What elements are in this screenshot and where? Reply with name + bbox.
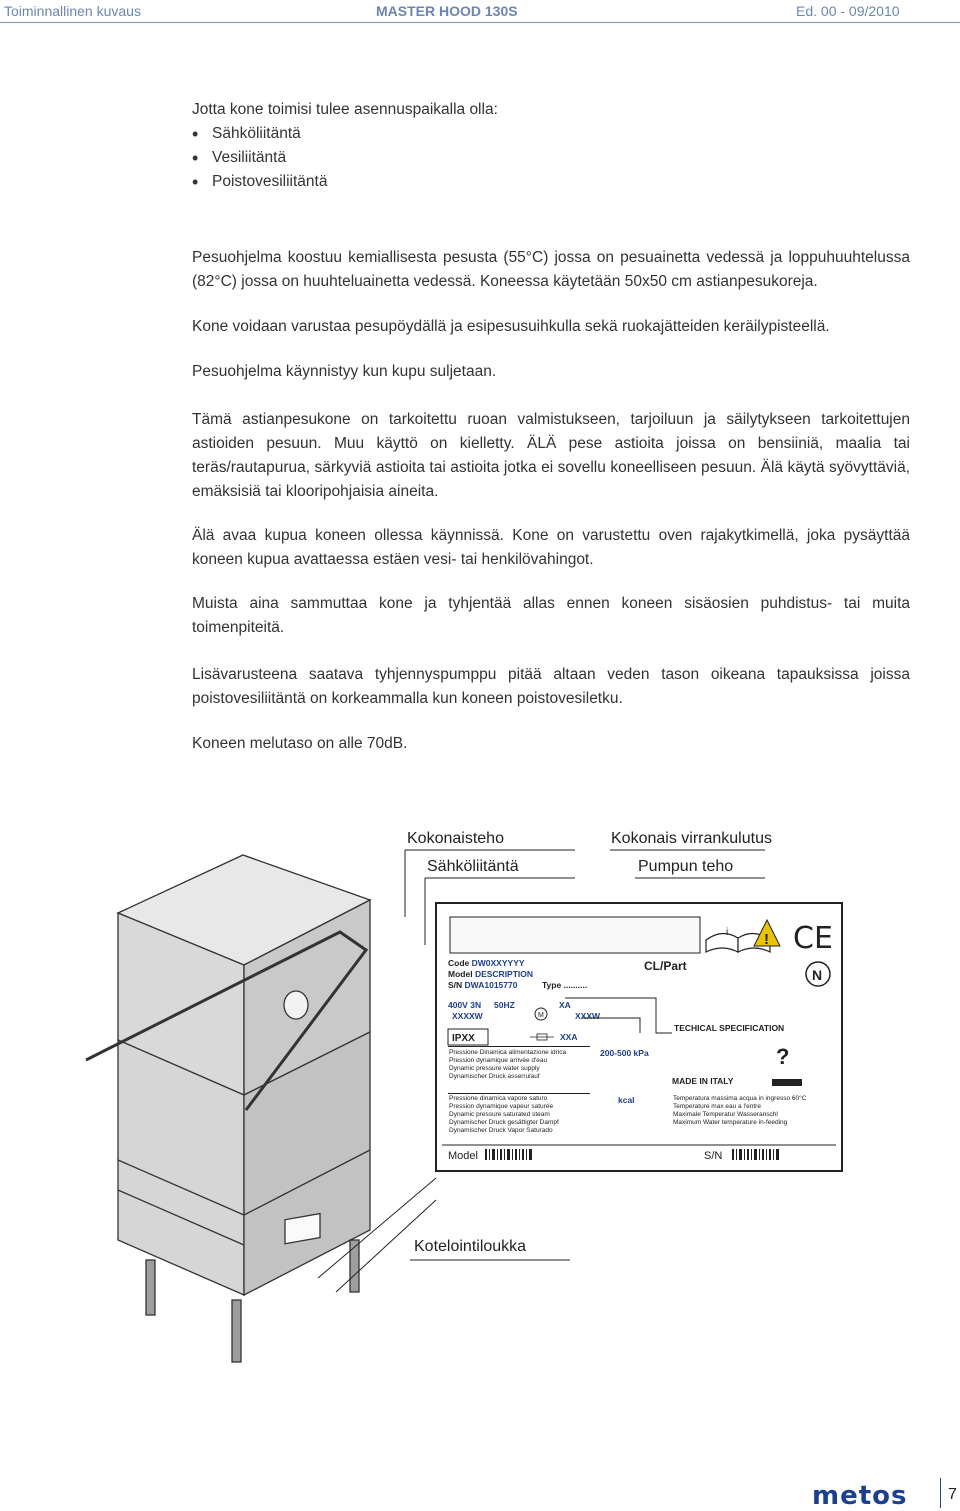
svg-text:IPXX: IPXX — [452, 1033, 475, 1044]
svg-text:Temperatura massima acqua in i: Temperatura massima acqua in ingresso 60°C — [673, 1095, 807, 1102]
svg-text:Maximum Water temperature in-f: Maximum Water temperature in-feeding — [673, 1119, 788, 1126]
svg-text:50HZ: 50HZ — [494, 1000, 515, 1010]
svg-text:XXXXW: XXXXW — [452, 1011, 483, 1021]
paragraph-drain-pump: Lisävarusteena saatava tyhjennyspumppu pitää altaan veden tason oikeana tapauksissa joissa poistovesiliitäntä on korkeammalla kun koneen poistovesiletku. — [192, 665, 910, 707]
svg-text:XXA: XXA — [560, 1032, 578, 1042]
svg-text:i: i — [726, 927, 729, 938]
svg-text:Maximale Temperatur Wasseransc: Maximale Temperatur Wasseranschl — [673, 1111, 778, 1118]
svg-text:400V 3N: 400V 3N — [448, 1000, 482, 1010]
header-edition: Ed. 00 - 09/2010 — [796, 3, 900, 19]
ce-mark-icon: CE — [793, 921, 833, 956]
svg-text:Dynamic pressure water supply: Dynamic pressure water supply — [449, 1065, 540, 1072]
list-item: • Sähköliitäntä — [192, 122, 910, 146]
svg-text:Dynamischer Druck gesättigter: Dynamischer Druck gesättigter Dampf — [449, 1119, 559, 1126]
svg-text:CL/Part: CL/Part — [644, 959, 687, 973]
svg-text:Dynamic pressure saturated ste: Dynamic pressure saturated steam — [449, 1111, 550, 1118]
callout-pump-power: Pumpun teho — [638, 858, 734, 875]
paragraph-accessories: Kone voidaan varustaa pesupöydällä ja esipesusuihkulla sekä ruokajätteiden keräilypisteellä. — [192, 317, 830, 335]
svg-text:Code DW0XXYYYY: Code DW0XXYYYY — [448, 958, 525, 968]
svg-text:Temperature max eau a l'entre: Temperature max eau a l'entre — [673, 1103, 761, 1110]
svg-text:S/N DWA1015770: S/N DWA1015770 — [448, 980, 518, 990]
svg-text:S/N: S/N — [704, 1150, 723, 1162]
metos-logo: metos — [812, 1481, 908, 1511]
paragraph-intended-use: Tämä astianpesukone on tarkoitettu ruoan valmistukseen, tarjoiluun ja säilytykseen tarkoitettujen astioiden pesuun. Muu käyttö on kielletty. ÄLÄ pese astioita joissa on bensiiniä, maalia tai teräs/rautapurua, särkyviä astioita tai astioita jotka ei sovellu koneelliseen pesuun. Älä käytä syövyttäviä, emäksisiä tai klooripohjaisia aineita. — [192, 410, 910, 500]
svg-text:Pression dynamique vapeur satu: Pression dynamique vapeur saturée — [449, 1103, 554, 1110]
rating-plate — [436, 903, 842, 1171]
list-item: • Vesiliitäntä — [192, 146, 910, 170]
footer-divider — [940, 1478, 941, 1508]
paragraph-safety-hood: Älä avaa kupua koneen ollessa käynnissä. Kone on varustettu oven rajakytkimellä, joka pysäyttää koneen kupua avattaessa estäen vesi- tai henkilövahingot. — [192, 526, 910, 568]
paragraph-cleaning: Muista aina sammuttaa kone ja tyhjentää allas ennen koneen sisäosien puhdistus- tai muita toimenpiteitä. — [192, 594, 910, 636]
svg-text:TECHICAL SPECIFICATION: TECHICAL SPECIFICATION — [674, 1023, 785, 1033]
callout-total-current: Kokonais virrankulutus — [611, 830, 772, 847]
svg-text:XA: XA — [559, 1000, 571, 1010]
callout-total-power: Kokonaisteho — [407, 830, 504, 847]
svg-text:200-500 kPa: 200-500 kPa — [600, 1048, 649, 1058]
svg-text:M: M — [538, 1012, 544, 1019]
paragraph-program: Pesuohjelma koostuu kemiallisesta pesusta (55°C) jossa on pesuainetta vedessä ja loppuhuuhtelussa (82°C) jossa on huuhteluainetta vedessä. Koneessa käytetään 50x50 cm astianpesukoreja. — [192, 248, 910, 290]
svg-text:Dynamischer Druck asserrulauf: Dynamischer Druck asserrulauf — [449, 1073, 540, 1080]
header-product-name: MASTER HOOD 130S — [376, 3, 518, 19]
svg-text:MADE IN ITALY: MADE IN ITALY — [672, 1076, 734, 1086]
page-number: 7 — [948, 1486, 957, 1503]
paragraph-start: Pesuohjelma käynnistyy kun kupu suljetaan. — [192, 362, 497, 380]
svg-text:N: N — [812, 967, 823, 983]
svg-text:!: ! — [764, 931, 769, 948]
dishwasher-drawing — [86, 855, 370, 1362]
svg-text:?: ? — [776, 1044, 790, 1069]
callout-protection-class: Kotelointiloukka — [414, 1238, 527, 1255]
svg-text:kcal: kcal — [618, 1095, 635, 1105]
svg-text:Model: Model — [448, 1150, 478, 1162]
header-section-title: Toiminnallinen kuvaus — [4, 3, 141, 19]
svg-text:Pression dynamique arrivée d'e: Pression dynamique arrivée d'eau — [449, 1057, 548, 1064]
svg-text:Pressione Dinamica alimentazio: Pressione Dinamica alimentazione idrica — [449, 1049, 567, 1056]
svg-text:Type ..........: Type .......... — [542, 980, 588, 990]
callout-power-connection: Sähköliitäntä — [427, 858, 519, 875]
paragraph-noise: Koneen melutaso on alle 70dB. — [192, 734, 408, 752]
svg-text:XXXW: XXXW — [575, 1011, 601, 1021]
svg-text:Dynamischer Druck Vapor Satura: Dynamischer Druck Vapor Saturado — [449, 1127, 553, 1134]
svg-text:Pressione dinamica vapore satu: Pressione dinamica vapore saturo — [449, 1095, 548, 1102]
svg-text:Model DESCRIPTION: Model DESCRIPTION — [448, 969, 534, 979]
list-item: • Poistovesiliitäntä — [192, 170, 910, 194]
intro-lead: Jotta kone toimisi tulee asennuspaikalla olla: — [192, 101, 498, 118]
